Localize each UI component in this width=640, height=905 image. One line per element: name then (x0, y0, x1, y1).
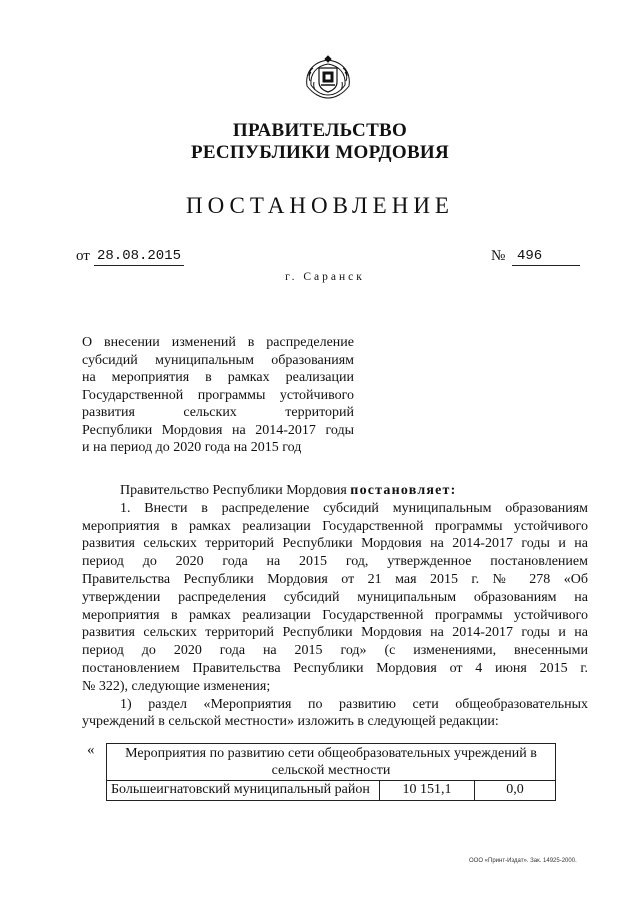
table-row (107, 781, 556, 801)
body-line: мероприятия в рамках реализации Государственной программы устойчивого (82, 607, 588, 623)
document-type-title: ПОСТАНОВЛЕНИЕ (186, 193, 454, 218)
city-line: г. Саранск (285, 271, 365, 283)
document-date: 28.08.2015 (94, 248, 184, 266)
subject-line: Республики Мордовия на 2014-2017 годы (82, 422, 354, 438)
body-line: развития сельских территорий Республики Мордовия на 2014-2017 годы и на (82, 625, 588, 641)
organization-name-line1: ПРАВИТЕЛЬСТВО (232, 120, 408, 141)
body-line: мероприятия в рамках реализации Государственной программы устойчивого (82, 518, 588, 534)
table-cell-district: Большеигнатовский муниципальный район (107, 781, 380, 801)
document-subject (82, 334, 354, 457)
number-label: № (491, 248, 506, 264)
document-number: 496 (512, 248, 580, 266)
body-line: учреждений в сельской местности» изложить в следующей редакции: (82, 714, 499, 730)
subject-line: Государственной программы устойчивого (82, 387, 354, 403)
table-section-header: Мероприятия по развитию сети общеобразовательных учреждений в сельской местности (107, 744, 556, 781)
organization-name-line2: РЕСПУБЛИКИ МОРДОВИЯ (190, 142, 450, 163)
body-line: период до 2020 года на 2015 год» (с изменениями, внесенными (82, 643, 588, 659)
subject-line: субсидий муниципальным образованиям (82, 352, 354, 368)
body-line: постановлением Правительства Республики Мордовия от 4 июня 2015 г. (82, 660, 588, 676)
table-cell-value1: 10 151,1 (380, 781, 475, 801)
opening-quote-mark: « (87, 742, 95, 758)
body-line: утверждении распределения субсидий муниципальным образованиям на (82, 589, 588, 605)
table-cell-value2: 0,0 (475, 781, 556, 801)
body-line: № 322), следующие изменения; (82, 678, 271, 694)
coat-of-arms-emblem (299, 52, 357, 100)
subject-line: на мероприятия в рамках реализации (82, 370, 354, 385)
subject-line: и на период до 2020 года на 2015 год (82, 440, 302, 455)
body-line: период до 2020 года на 2015 год, утвержденное постановлением (82, 554, 588, 570)
body-line: 1) раздел «Мероприятия по развитию сети общеобразовательных (120, 696, 588, 712)
body-line: Правительства Республики Мордовия от 21 мая 2015 г. № 278 «Об (82, 571, 588, 587)
subject-line: развития сельских территорий (82, 405, 354, 420)
body-line: развития сельских территорий Республики Мордовия на 2014-2017 годы и на (82, 536, 588, 552)
body-line: 1. Внести в распределение субсидий муниципальным образованиям (120, 500, 588, 516)
preamble-text: Правительство Республики Мордовия (120, 483, 351, 498)
preamble-keyword: постановляет: (350, 483, 457, 498)
document-body (82, 482, 588, 731)
preamble-paragraph (82, 482, 588, 500)
printer-imprint: ООО «Принт-Издат». Зак. 14925-2000. (469, 858, 577, 864)
subsidy-table (106, 743, 556, 801)
table-section-header-row (107, 744, 556, 781)
date-prefix: от (76, 248, 90, 264)
subject-line: О внесении изменений в распределение (82, 335, 354, 350)
